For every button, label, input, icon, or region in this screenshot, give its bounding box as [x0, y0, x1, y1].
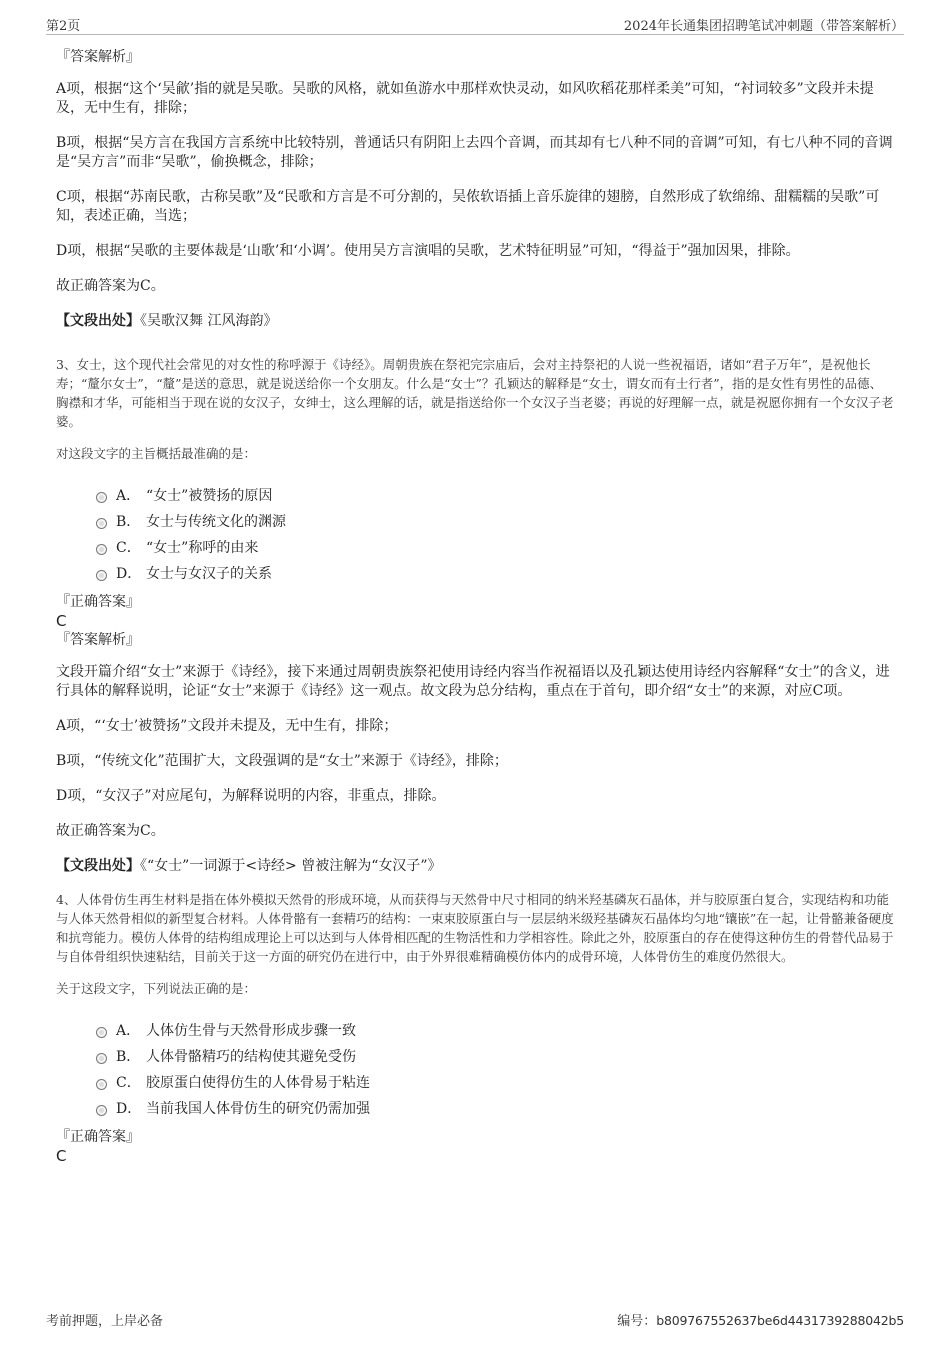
source-text: 《吴歌汉舞 江风海韵》 — [140, 313, 278, 329]
analysis-option-b: B项，“传统文化”范围扩大，文段强调的是“女士”来源于《诗经》，排除； — [56, 753, 508, 769]
page-number: 第2页 — [46, 19, 81, 34]
analysis-option-a: A项，“‘女士’被赞扬”文段并未提及，无中生有，排除； — [56, 718, 398, 734]
question-4-options — [96, 1018, 894, 1122]
source-tag: 【文段出处】 — [56, 313, 140, 329]
correct-answer-label: 『正确答案』 — [56, 1129, 140, 1145]
analysis-option-d: D项，“女汉子”对应尾句，为解释说明的内容，非重点，排除。 — [56, 788, 446, 804]
source-citation — [56, 312, 894, 331]
analysis-conclusion: 故正确答案为C。 — [56, 823, 165, 839]
question-4-prompt: 关于这段文字，下列说法正确的是： — [56, 981, 257, 996]
option-c[interactable]: C． 胶原蛋白使得仿生的人体骨易于粘连 — [96, 1070, 894, 1096]
analysis-option-a: A项，根据“这个‘吴歈’指的就是吴歌。吴歌的风格，就如鱼游水中那样欢快灵动，如风吹稻花那样柔美”可知，“衬词较多”文段并未提及，无中生有，排除； — [56, 81, 874, 116]
radio-button-icon[interactable] — [96, 492, 107, 503]
analysis-option-d: D项，根据“吴歌的主要体裁是‘山歌’和‘小调’。使用吴方言演唱的吴歌，艺术特征明显”可知，“得益于”强加因果，排除。 — [56, 243, 800, 259]
source-citation — [56, 857, 894, 876]
correct-answer-value: C — [56, 612, 67, 630]
option-b[interactable]: B． 人体骨骼精巧的结构使其避免受伤 — [96, 1044, 894, 1070]
answer-analysis-label: 『答案解析』 — [56, 632, 140, 648]
option-a[interactable]: A． “女士”被赞扬的原因 — [96, 483, 894, 509]
analysis-conclusion: 故正确答案为C。 — [56, 278, 165, 294]
question-3-text: 3、女士，这个现代社会常见的对女性的称呼源于《诗经》。周朝贵族在祭祀完宗庙后，会对主持祭祀的人说一些祝福语，诸如“君子万年”，是祝他长寿；“釐尔女士”，“釐”是送的意思，就是说送给你一个女朋友。什么是“女士”？孔颖达的解释是“女士，谓女而有士行者”，指的是女性有男性的品德、胸襟和才华，可能相当于现在说的女汉子，女绅士，这么理解的话，就是指送给你一个女汉子当老婆；再说的好理解一点，就是祝愿你拥有一个女汉子老婆。 — [56, 357, 894, 429]
source-text: 《“女士”一词源于<诗经> 曾被注解为“女汉子”》 — [140, 858, 442, 874]
radio-button-icon[interactable] — [96, 518, 107, 529]
page-footer — [46, 1308, 904, 1328]
question-3-prompt: 对这段文字的主旨概括最准确的是： — [56, 446, 257, 461]
question-3-options — [96, 483, 894, 587]
correct-answer-label: 『正确答案』 — [56, 594, 140, 610]
option-c[interactable]: C． “女士”称呼的由来 — [96, 535, 894, 561]
radio-button-icon[interactable] — [96, 1105, 107, 1116]
question-4-text: 4、人体骨仿生再生材料是指在体外模拟天然骨的形成环境，从而获得与天然骨中尺寸相同的纳米羟基磷灰石晶体，并与胶原蛋白复合，实现结构和功能与人体天然骨相似的新型复合材料。人体骨骼有一套精巧的结构：一束束胶原蛋白与一层层纳米级羟基磷灰石晶体均匀地“镶嵌”在一起，让骨骼兼备硬度和抗弯能力。模仿人体骨的结构组成理论上可以达到与人体骨相匹配的生物活性和力学相容性。除此之外，胶原蛋白的存在使得这种仿生的骨替代品易于与自体骨组织快速粘结，目前关于这一方面的研究仍在进行中，由于外界很难精确模仿体内的成骨环境，人体骨仿生的难度仍然很大。 — [56, 892, 894, 964]
option-b[interactable]: B． 女士与传统文化的渊源 — [96, 509, 894, 535]
radio-button-icon[interactable] — [96, 570, 107, 581]
footer-slogan: 考前押题，上岸必备 — [46, 1314, 164, 1329]
page-header — [46, 12, 904, 35]
radio-button-icon[interactable] — [96, 1079, 107, 1090]
radio-button-icon[interactable] — [96, 1053, 107, 1064]
document-code — [617, 1310, 904, 1329]
option-d[interactable]: D． 女士与女汉子的关系 — [96, 561, 894, 587]
analysis-option-c: C项，根据“苏南民歌，古称吴歌”及“民歌和方言是不可分割的，吴侬软语插上音乐旋律的翅膀，自然形成了软绵绵、甜糯糯的吴歌”可知，表述正确，当选； — [56, 189, 880, 224]
analysis-option-b: B项，根据“吴方言在我国方言系统中比较特别，普通话只有阴阳上去四个音调，而其却有七八种不同的音调”可知，有七八种不同的音调是“吴方言”而非“吴歌”，偷换概念，排除； — [56, 135, 893, 170]
answer-analysis-label: 『答案解析』 — [56, 49, 140, 65]
radio-button-icon[interactable] — [96, 1027, 107, 1038]
document-title: 2024年长通集团招聘笔试冲刺题（带答案解析） — [623, 19, 904, 34]
code-value: b809767552637be6d4431739288042b5 — [656, 1313, 904, 1328]
analysis-summary: 文段开篇介绍“女士”来源于《诗经》，接下来通过周朝贵族祭祀使用诗经内容当作祝福语以及孔颖达使用诗经内容解释“女士”的含义，进行具体的解释说明，论证“女士”来源于《诗经》这一观点。故文段为总分结构，重点在于首句，即介绍“女士”的来源，对应C项。 — [56, 664, 890, 699]
code-label: 编号： — [617, 1314, 657, 1329]
radio-button-icon[interactable] — [96, 544, 107, 555]
option-d[interactable]: D． 当前我国人体骨仿生的研究仍需加强 — [96, 1096, 894, 1122]
source-tag: 【文段出处】 — [56, 858, 140, 874]
option-a[interactable]: A． 人体仿生骨与天然骨形成步骤一致 — [96, 1018, 894, 1044]
page-content — [56, 48, 894, 1166]
correct-answer-value: C — [56, 1147, 67, 1165]
